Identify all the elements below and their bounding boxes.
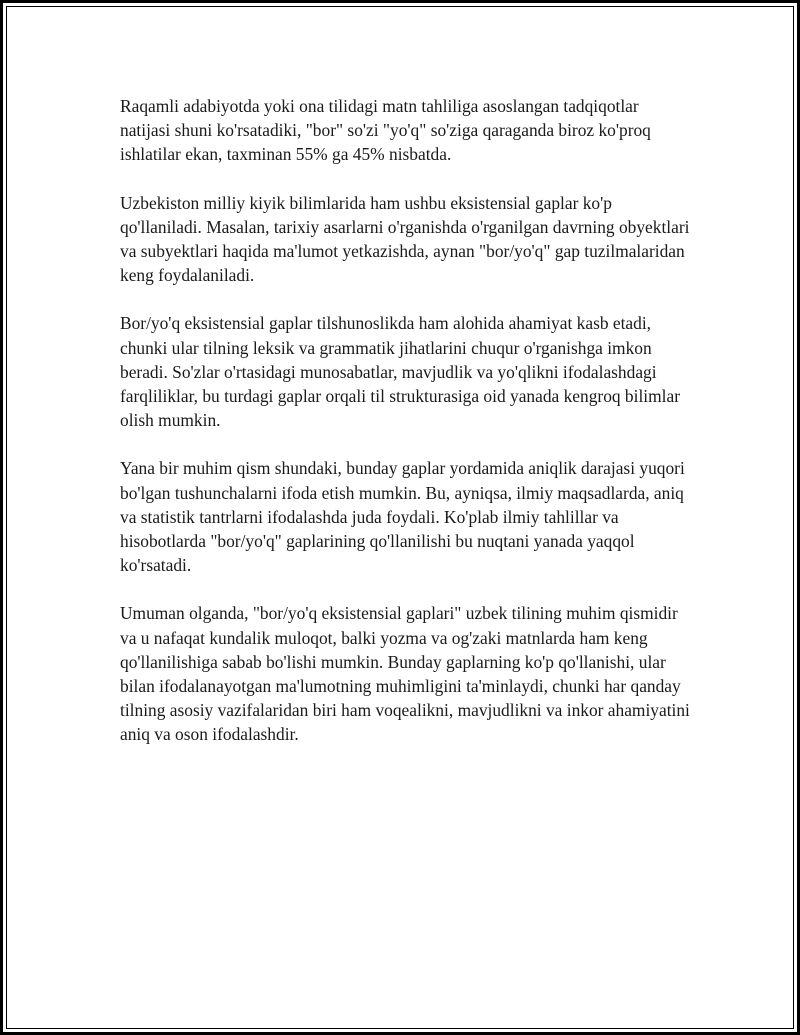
paragraph-4: Yana bir muhim qism shundaki, bunday gaplar yordamida aniqlik darajasi yuqori bo'lgan tushunchalarni ifoda etish mumkin. Bu, ayniqsa, ilmiy maqsadlarda, aniq va statistik tantrlarni ifodalashda juda foydali. Ko'plab ilmiy tahlillar va hisobotlarda "bor/yo'q" gaplarining qo'llanilishi bu nuqtani yanada yaqqol ko'rsatadi. (120, 458, 685, 576)
document-body (120, 94, 690, 771)
paragraph-2: Uzbekiston milliy kiyik bilimlarida ham ushbu eksistensial gaplar ko'p qo'llaniladi. Masalan, tarixiy asarlarni o'rganishda o'rganilgan davrning obyektlari va subyektlari haqida ma'lumot yetkazishda, aynan "bor/yo'q" gap tuzilmalaridan keng foydalaniladi. (120, 192, 690, 286)
paragraph-1: Raqamli adabiyotda yoki ona tilidagi matn tahliliga asoslangan tadqiqotlar natijasi shuni ko'rsatadiki, "bor" so'zi "yo'q" so'ziga qaraganda biroz ko'proq ishlatilar ekan, taxminan 55% ga 45% nisbatda. (120, 96, 651, 165)
paragraph-5: Umuman olganda, "bor/yo'q eksistensial gaplari" uzbek tilining muhim qismidir va u nafaqat kundalik muloqot, balki yozma va og'zaki matnlarda ham keng qo'llanilishiga sabab bo'lishi mumkin. Bunday gaplarning ko'p qo'llanishi, ular bilan ifodalanayotgan ma'lumotning muhimligini ta'minlaydi, chunki har qanday tilning asosiy vazifalaridan biri ham voqealikni, mavjudlikni va inkor ahamiyatini aniq va oson ifodalashdir. (120, 603, 690, 745)
paragraph-3: Bor/yo'q eksistensial gaplar tilshunoslikda ham alohida ahamiyat kasb etadi, chunki ular tilning leksik va grammatik jihatlarini chuqur o'rganishga imkon beradi. So'zlar o'rtasidagi munosabatlar, mavjudlik va yo'qlikni ifodalashdagi farqliliklar, bu turdagi gaplar orqali til strukturasiga oid yanada kengroq bilimlar olish mumkin. (120, 313, 680, 431)
